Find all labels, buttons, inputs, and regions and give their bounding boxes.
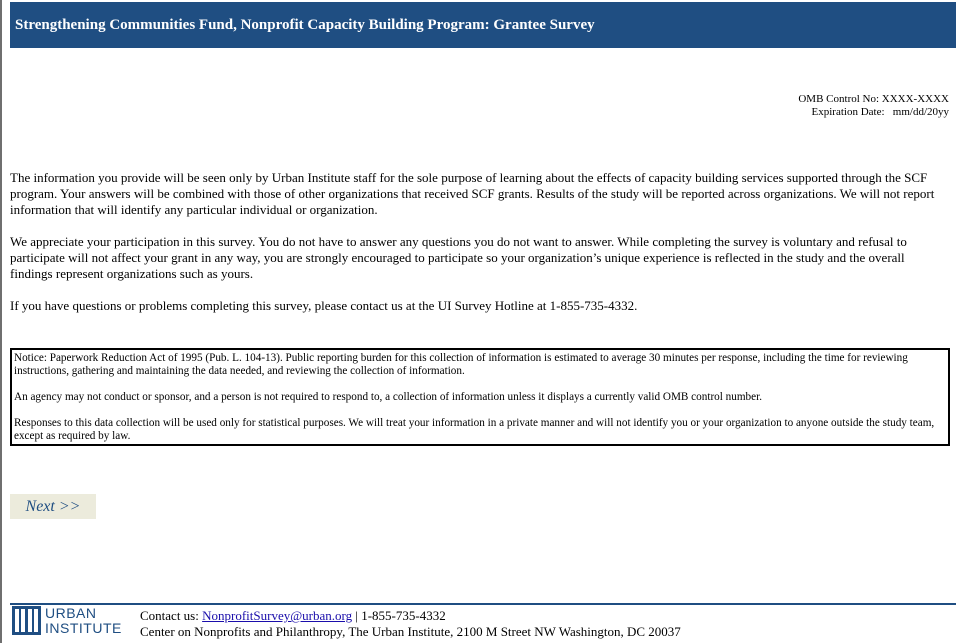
contact-prefix: Contact us: bbox=[140, 608, 203, 623]
left-border bbox=[0, 0, 2, 643]
contact-address: Center on Nonprofits and Philanthropy, The Urban Institute, 2100 M Street NW Washington, DC 20037 bbox=[140, 624, 681, 639]
paperwork-notice-box bbox=[10, 348, 950, 446]
contact-email-link[interactable]: NonprofitSurvey@urban.org bbox=[202, 608, 353, 623]
omb-info bbox=[798, 93, 949, 119]
footer-contact bbox=[140, 608, 681, 640]
notice-paragraph-confidentiality: Responses to this data collection will be used only for statistical purposes. We will treat your information in a private manner and will not identify you or your organization to anyone outside the study team, except as required by law. bbox=[14, 417, 935, 442]
logo-word-urban: URBAN bbox=[45, 605, 97, 621]
intro-paragraph-privacy: The information you provide will be seen only by Urban Institute staff for the sole purpose of learning about the effects of capacity building services supported through the SCF program. Your answers will be combined with those of other organizations that received SCF grants. Results of the study will be reported across organizations. We will not report information that will identify any particular individual or organization. bbox=[10, 170, 935, 217]
intro-paragraph-contact: If you have questions or problems completing this survey, please contact us at the UI Survey Hotline at 1-855-735-4332. bbox=[10, 298, 638, 313]
urban-institute-logo-icon bbox=[12, 606, 41, 635]
header-banner bbox=[10, 2, 956, 48]
intro-paragraph-participation: We appreciate your participation in this survey. You do not have to answer any questions you do not want to answer. While completing the survey is voluntary and refusal to participate will not affect your grant in any way, you are strongly encouraged to participate so your organization’s unique experience is reflected in the study and the overall findings represent organizations such as yours. bbox=[10, 234, 907, 281]
urban-institute-logo bbox=[12, 606, 122, 638]
logo-word-institute: INSTITUTE bbox=[45, 620, 122, 636]
next-button[interactable]: Next >> bbox=[10, 494, 96, 519]
omb-expiration-date: Expiration Date: mm/dd/20yy bbox=[811, 106, 949, 118]
intro-text bbox=[10, 170, 950, 330]
omb-control-number: OMB Control No: XXXX-XXXX bbox=[798, 93, 949, 105]
page-title: Strengthening Communities Fund, Nonprofit Capacity Building Program: Grantee Survey bbox=[15, 16, 595, 33]
contact-line bbox=[140, 608, 681, 624]
notice-paragraph-omb: An agency may not conduct or sponsor, and a person is not required to respond to, a collection of information unless it displays a currently valid OMB control number. bbox=[14, 391, 763, 403]
footer-divider bbox=[10, 603, 956, 605]
notice-paragraph-burden: Notice: Paperwork Reduction Act of 1995 (Pub. L. 104-13). Public reporting burden for this collection of information is estimated to average 30 minutes per response, including the time for reviewing instructions, gathering and maintaining the data needed, and reviewing the collection of information. bbox=[14, 352, 908, 377]
contact-phone: | 1-855-735-4332 bbox=[352, 608, 446, 623]
logo-wordmark bbox=[45, 606, 122, 636]
